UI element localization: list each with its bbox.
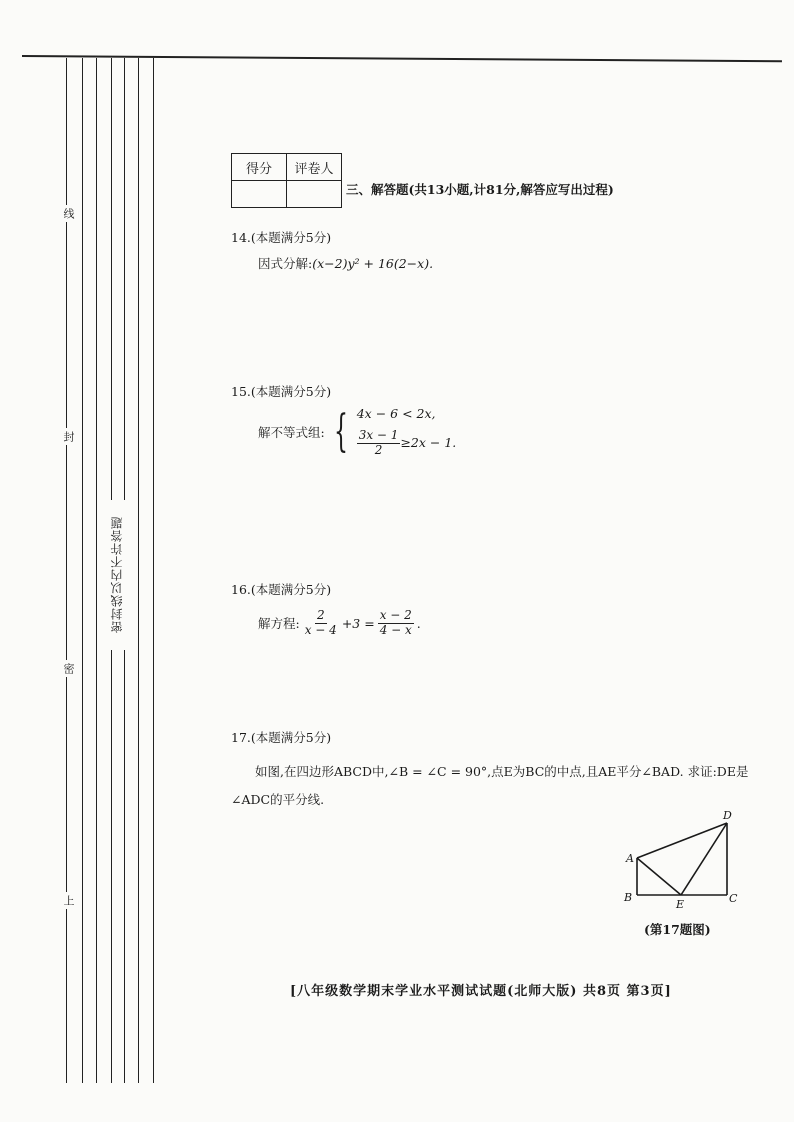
- q16-rhs-numerator: x − 2: [379, 608, 412, 622]
- binding-line-2: [82, 58, 83, 1083]
- binding-line-3: [96, 58, 97, 1083]
- binding-notice: [108, 500, 125, 650]
- left-brace-icon: {: [333, 405, 348, 457]
- segment-ae: [637, 858, 681, 895]
- point-label-e: E: [676, 898, 685, 911]
- binding-mark-line: 线: [60, 205, 76, 222]
- section-title: 三、解答题(共13小题,计81分,解答应写出过程): [346, 182, 614, 197]
- q15-inequalities: [357, 406, 457, 458]
- q17-statement: 如图,在四边形ABCD中,∠B = ∠C = 90°,点E为BC的中点,且AE平分∠BAD. 求证:DE是∠ADC的平分线.: [231, 764, 749, 807]
- q15-frac-numerator: 3x − 1: [358, 428, 399, 442]
- segment-de: [681, 823, 727, 895]
- q16-prompt: 解方程:: [258, 616, 300, 632]
- score-header: 得分: [232, 154, 287, 181]
- q14-heading: 14.(本题满分5分): [231, 230, 332, 245]
- q15-fraction: [357, 429, 401, 458]
- grader-header: 评卷人: [287, 154, 342, 181]
- q16-lhs-numerator: 2: [316, 608, 325, 622]
- binding-line-6: [138, 58, 139, 1083]
- q16-rhs-denominator: 4 − x: [379, 622, 412, 637]
- binding-mark-secret: 密: [60, 660, 76, 677]
- point-label-c: C: [729, 892, 738, 905]
- point-label-b: B: [624, 891, 633, 904]
- q15-frac-denominator: 2: [374, 442, 383, 457]
- q15-inequality-1: 4x − 6 < 2x,: [356, 406, 436, 421]
- score-cell[interactable]: [232, 181, 287, 208]
- q16-plus-term: +3 =: [341, 615, 375, 631]
- binding-line-7: [153, 58, 154, 1083]
- q14-prompt: 因式分解:: [258, 256, 313, 271]
- q17-heading: 17.(本题满分5分): [231, 730, 332, 745]
- q15-inequality-2: [357, 429, 457, 458]
- q16-lhs-denominator: x − 4: [304, 622, 337, 637]
- figure-caption: (第17题图): [644, 922, 711, 937]
- score-table: [231, 153, 342, 208]
- binding-mark-seal: 封: [60, 428, 76, 445]
- binding-mark-up: 上: [60, 892, 76, 909]
- q15-prompt: 解不等式组:: [258, 424, 325, 440]
- point-label-d: D: [723, 809, 732, 822]
- q16-rhs-fraction: [378, 609, 414, 638]
- top-rule: [22, 55, 782, 62]
- q15-inequality-2-tail: ≥2x − 1.: [400, 434, 457, 450]
- q16-heading: 16.(本题满分5分): [231, 582, 332, 597]
- q15-heading: 15.(本题满分5分): [231, 384, 332, 399]
- point-label-a: A: [626, 852, 634, 865]
- q15-system: [258, 406, 456, 458]
- binding-notice-text: 密封线以内不许答题: [110, 516, 124, 634]
- q14-body: [258, 254, 433, 272]
- page-footer: [八年级数学期末学业水平测试试题(北师大版) 共8页 第3页]: [290, 984, 672, 999]
- grader-cell[interactable]: [287, 181, 342, 208]
- q17-figure: [615, 805, 755, 915]
- q16-equation: [258, 609, 421, 638]
- q16-lhs-fraction: [303, 609, 339, 638]
- q16-end: .: [416, 615, 421, 631]
- q14-expression: (x−2)y² + 16(2−x).: [312, 256, 434, 271]
- segment-da: [637, 823, 727, 858]
